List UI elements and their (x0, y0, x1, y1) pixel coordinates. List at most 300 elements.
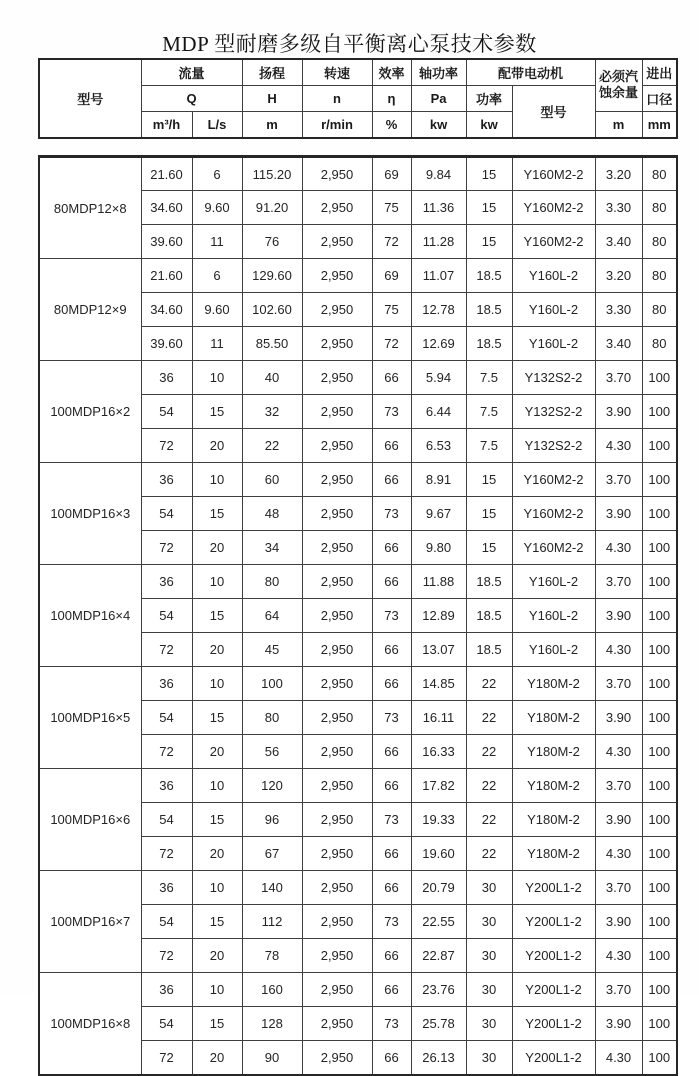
cell-motor-power-kw: 30 (466, 939, 512, 973)
cell-port-diameter-mm: 100 (642, 429, 677, 463)
cell-speed-rpm: 2,950 (302, 497, 372, 531)
cell-shaft-power-kw: 8.91 (411, 463, 466, 497)
cell-motor-power-kw: 15 (466, 157, 512, 191)
cell-efficiency-pct: 73 (372, 905, 411, 939)
cell-head-m: 67 (242, 837, 302, 871)
cell-motor-model: Y200L1-2 (512, 939, 595, 973)
cell-port-diameter-mm: 100 (642, 973, 677, 1007)
cell-flow-m3h: 34.60 (141, 293, 192, 327)
cell-motor-model: Y200L1-2 (512, 1041, 595, 1075)
cell-head-m: 112 (242, 905, 302, 939)
cell-flow-ls: 10 (192, 667, 242, 701)
cell-speed-rpm: 2,950 (302, 633, 372, 667)
cell-efficiency-pct: 66 (372, 973, 411, 1007)
cell-port-diameter-mm: 80 (642, 293, 677, 327)
cell-speed-rpm: 2,950 (302, 973, 372, 1007)
cell-npsh-m: 3.20 (595, 157, 642, 191)
cell-speed-rpm: 2,950 (302, 565, 372, 599)
cell-speed-rpm: 2,950 (302, 837, 372, 871)
cell-flow-m3h: 72 (141, 633, 192, 667)
cell-flow-m3h: 72 (141, 837, 192, 871)
cell-npsh-m: 3.90 (595, 701, 642, 735)
cell-port-diameter-mm: 100 (642, 395, 677, 429)
cell-flow-m3h: 54 (141, 701, 192, 735)
cell-efficiency-pct: 73 (372, 803, 411, 837)
cell-motor-power-kw: 15 (466, 225, 512, 259)
cell-efficiency-pct: 66 (372, 939, 411, 973)
cell-shaft-power-kw: 17.82 (411, 769, 466, 803)
cell-flow-m3h: 36 (141, 973, 192, 1007)
cell-shaft-power-kw: 20.79 (411, 871, 466, 905)
header-row-labels (39, 59, 677, 85)
cell-efficiency-pct: 73 (372, 599, 411, 633)
cell-npsh-m: 4.30 (595, 735, 642, 769)
cell-motor-model: Y132S2-2 (512, 429, 595, 463)
cell-efficiency-pct: 75 (372, 191, 411, 225)
header-npsh-line2: 蚀余量 (599, 85, 639, 101)
table-row (39, 667, 677, 701)
cell-head-m: 115.20 (242, 157, 302, 191)
cell-motor-model: Y160L-2 (512, 633, 595, 667)
cell-head-m: 96 (242, 803, 302, 837)
cell-head-m: 90 (242, 1041, 302, 1075)
cell-npsh-m: 4.30 (595, 939, 642, 973)
cell-shaft-power-kw: 11.07 (411, 259, 466, 293)
cell-shaft-power-kw: 23.76 (411, 973, 466, 1007)
cell-flow-ls: 20 (192, 735, 242, 769)
cell-speed-rpm: 2,950 (302, 293, 372, 327)
table-row (39, 871, 677, 905)
cell-motor-model: Y180M-2 (512, 667, 595, 701)
cell-flow-m3h: 21.60 (141, 259, 192, 293)
cell-port-diameter-mm: 100 (642, 939, 677, 973)
cell-flow-m3h: 72 (141, 939, 192, 973)
header-table (38, 58, 678, 139)
cell-port-diameter-mm: 100 (642, 1007, 677, 1041)
header-port-unit: mm (642, 111, 677, 138)
cell-head-m: 48 (242, 497, 302, 531)
cell-port-diameter-mm: 80 (642, 327, 677, 361)
cell-motor-model: Y200L1-2 (512, 973, 595, 1007)
cell-speed-rpm: 2,950 (302, 327, 372, 361)
cell-npsh-m: 3.70 (595, 973, 642, 1007)
cell-speed-rpm: 2,950 (302, 225, 372, 259)
header-head-label: 扬程 (242, 59, 302, 85)
cell-speed-rpm: 2,950 (302, 769, 372, 803)
cell-shaft-power-kw: 14.85 (411, 667, 466, 701)
cell-efficiency-pct: 69 (372, 259, 411, 293)
cell-flow-m3h: 72 (141, 735, 192, 769)
cell-motor-model: Y160M2-2 (512, 157, 595, 191)
cell-efficiency-pct: 66 (372, 1041, 411, 1075)
cell-motor-power-kw: 15 (466, 497, 512, 531)
cell-port-diameter-mm: 80 (642, 157, 677, 191)
cell-head-m: 40 (242, 361, 302, 395)
cell-motor-power-kw: 30 (466, 1041, 512, 1075)
cell-motor-power-kw: 22 (466, 803, 512, 837)
cell-head-m: 100 (242, 667, 302, 701)
pump-model-cell: 80MDP12×8 (39, 157, 141, 259)
cell-efficiency-pct: 66 (372, 769, 411, 803)
cell-efficiency-pct: 66 (372, 531, 411, 565)
cell-head-m: 160 (242, 973, 302, 1007)
cell-flow-m3h: 36 (141, 361, 192, 395)
cell-port-diameter-mm: 100 (642, 1041, 677, 1075)
cell-motor-model: Y180M-2 (512, 769, 595, 803)
cell-shaft-power-kw: 12.78 (411, 293, 466, 327)
cell-head-m: 129.60 (242, 259, 302, 293)
cell-motor-model: Y160L-2 (512, 565, 595, 599)
cell-speed-rpm: 2,950 (302, 191, 372, 225)
cell-shaft-power-kw: 12.69 (411, 327, 466, 361)
cell-flow-ls: 15 (192, 497, 242, 531)
cell-flow-ls: 20 (192, 837, 242, 871)
cell-motor-model: Y132S2-2 (512, 395, 595, 429)
cell-efficiency-pct: 69 (372, 157, 411, 191)
cell-flow-m3h: 54 (141, 497, 192, 531)
cell-shaft-power-kw: 11.36 (411, 191, 466, 225)
cell-port-diameter-mm: 100 (642, 803, 677, 837)
cell-flow-ls: 6 (192, 157, 242, 191)
cell-head-m: 56 (242, 735, 302, 769)
cell-motor-model: Y160M2-2 (512, 191, 595, 225)
cell-efficiency-pct: 72 (372, 225, 411, 259)
header-speed-symbol: n (302, 85, 372, 111)
header-shaft-power-symbol: Pa (411, 85, 466, 111)
cell-efficiency-pct: 73 (372, 701, 411, 735)
cell-npsh-m: 3.30 (595, 191, 642, 225)
header-shaft-power-label: 轴功率 (411, 59, 466, 85)
header-head-symbol: H (242, 85, 302, 111)
cell-npsh-m: 4.30 (595, 633, 642, 667)
cell-efficiency-pct: 66 (372, 565, 411, 599)
header-motor-power-unit: kw (466, 111, 512, 138)
cell-shaft-power-kw: 16.33 (411, 735, 466, 769)
cell-flow-ls: 9.60 (192, 191, 242, 225)
cell-shaft-power-kw: 12.89 (411, 599, 466, 633)
cell-motor-power-kw: 7.5 (466, 395, 512, 429)
cell-efficiency-pct: 66 (372, 837, 411, 871)
header-motor-power-label: 功率 (466, 85, 512, 111)
header-pump-model-label: 型号 (39, 59, 141, 138)
cell-motor-model: Y160M2-2 (512, 225, 595, 259)
cell-efficiency-pct: 66 (372, 667, 411, 701)
cell-head-m: 32 (242, 395, 302, 429)
cell-flow-ls: 15 (192, 395, 242, 429)
cell-motor-model: Y160L-2 (512, 327, 595, 361)
cell-flow-ls: 15 (192, 701, 242, 735)
cell-flow-ls: 20 (192, 531, 242, 565)
page-title: MDP 型耐磨多级自平衡离心泵技术参数 (162, 32, 537, 56)
cell-head-m: 80 (242, 701, 302, 735)
cell-flow-ls: 10 (192, 769, 242, 803)
cell-motor-power-kw: 22 (466, 701, 512, 735)
cell-motor-model: Y180M-2 (512, 837, 595, 871)
cell-shaft-power-kw: 9.67 (411, 497, 466, 531)
cell-motor-model: Y160M2-2 (512, 531, 595, 565)
cell-motor-power-kw: 18.5 (466, 599, 512, 633)
cell-motor-power-kw: 30 (466, 905, 512, 939)
cell-motor-model: Y160L-2 (512, 293, 595, 327)
table-row (39, 769, 677, 803)
table-row (39, 361, 677, 395)
cell-flow-m3h: 21.60 (141, 157, 192, 191)
pump-model-cell: 80MDP12×9 (39, 259, 141, 361)
cell-efficiency-pct: 72 (372, 327, 411, 361)
cell-shaft-power-kw: 19.60 (411, 837, 466, 871)
cell-motor-power-kw: 30 (466, 871, 512, 905)
cell-npsh-m: 4.30 (595, 837, 642, 871)
cell-port-diameter-mm: 100 (642, 633, 677, 667)
cell-motor-power-kw: 22 (466, 769, 512, 803)
cell-flow-ls: 20 (192, 429, 242, 463)
cell-flow-m3h: 36 (141, 871, 192, 905)
cell-flow-m3h: 39.60 (141, 327, 192, 361)
cell-speed-rpm: 2,950 (302, 871, 372, 905)
cell-efficiency-pct: 75 (372, 293, 411, 327)
cell-motor-model: Y160L-2 (512, 599, 595, 633)
cell-motor-model: Y132S2-2 (512, 361, 595, 395)
cell-speed-rpm: 2,950 (302, 905, 372, 939)
cell-motor-power-kw: 18.5 (466, 633, 512, 667)
cell-motor-power-kw: 15 (466, 531, 512, 565)
cell-flow-ls: 6 (192, 259, 242, 293)
cell-motor-power-kw: 30 (466, 973, 512, 1007)
cell-flow-ls: 20 (192, 633, 242, 667)
cell-npsh-m: 3.90 (595, 599, 642, 633)
cell-flow-m3h: 72 (141, 1041, 192, 1075)
cell-speed-rpm: 2,950 (302, 157, 372, 191)
header-efficiency-symbol: η (372, 85, 411, 111)
cell-shaft-power-kw: 11.88 (411, 565, 466, 599)
header-shaft-power-unit: kw (411, 111, 466, 138)
data-table-body (39, 157, 677, 1075)
header-flow-label: 流量 (141, 59, 242, 85)
cell-shaft-power-kw: 13.07 (411, 633, 466, 667)
cell-head-m: 140 (242, 871, 302, 905)
cell-speed-rpm: 2,950 (302, 667, 372, 701)
cell-shaft-power-kw: 16.11 (411, 701, 466, 735)
header-efficiency-label: 效率 (372, 59, 411, 85)
header-npsh-line1: 必须汽 (599, 69, 639, 85)
cell-flow-ls: 11 (192, 225, 242, 259)
cell-shaft-power-kw: 19.33 (411, 803, 466, 837)
header-port-label-line2: 口径 (642, 85, 677, 111)
cell-flow-m3h: 36 (141, 565, 192, 599)
cell-speed-rpm: 2,950 (302, 361, 372, 395)
cell-port-diameter-mm: 100 (642, 905, 677, 939)
cell-motor-model: Y180M-2 (512, 735, 595, 769)
cell-speed-rpm: 2,950 (302, 939, 372, 973)
pump-model-cell: 100MDP16×3 (39, 463, 141, 565)
header-efficiency-unit: % (372, 111, 411, 138)
cell-npsh-m: 3.90 (595, 803, 642, 837)
cell-motor-model: Y160L-2 (512, 259, 595, 293)
cell-flow-ls: 10 (192, 871, 242, 905)
cell-npsh-m: 3.40 (595, 327, 642, 361)
cell-efficiency-pct: 73 (372, 1007, 411, 1041)
cell-port-diameter-mm: 100 (642, 599, 677, 633)
cell-motor-power-kw: 18.5 (466, 327, 512, 361)
cell-head-m: 22 (242, 429, 302, 463)
cell-motor-power-kw: 30 (466, 1007, 512, 1041)
cell-port-diameter-mm: 100 (642, 701, 677, 735)
cell-head-m: 80 (242, 565, 302, 599)
cell-speed-rpm: 2,950 (302, 463, 372, 497)
cell-shaft-power-kw: 6.44 (411, 395, 466, 429)
cell-flow-m3h: 39.60 (141, 225, 192, 259)
cell-npsh-m: 3.90 (595, 905, 642, 939)
cell-npsh-m: 3.70 (595, 871, 642, 905)
cell-port-diameter-mm: 100 (642, 837, 677, 871)
cell-port-diameter-mm: 100 (642, 361, 677, 395)
cell-shaft-power-kw: 22.55 (411, 905, 466, 939)
cell-efficiency-pct: 66 (372, 361, 411, 395)
cell-flow-ls: 15 (192, 803, 242, 837)
cell-npsh-m: 3.90 (595, 395, 642, 429)
cell-motor-power-kw: 22 (466, 837, 512, 871)
cell-motor-model: Y200L1-2 (512, 905, 595, 939)
cell-flow-ls: 10 (192, 565, 242, 599)
cell-efficiency-pct: 66 (372, 871, 411, 905)
cell-motor-power-kw: 7.5 (466, 429, 512, 463)
header-speed-label: 转速 (302, 59, 372, 85)
cell-flow-m3h: 54 (141, 1007, 192, 1041)
cell-head-m: 34 (242, 531, 302, 565)
cell-port-diameter-mm: 100 (642, 497, 677, 531)
cell-flow-ls: 11 (192, 327, 242, 361)
cell-npsh-m: 3.90 (595, 1007, 642, 1041)
cell-speed-rpm: 2,950 (302, 735, 372, 769)
cell-speed-rpm: 2,950 (302, 395, 372, 429)
cell-motor-model: Y200L1-2 (512, 1007, 595, 1041)
cell-port-diameter-mm: 100 (642, 667, 677, 701)
cell-speed-rpm: 2,950 (302, 1041, 372, 1075)
cell-speed-rpm: 2,950 (302, 1007, 372, 1041)
cell-npsh-m: 4.30 (595, 1041, 642, 1075)
cell-flow-m3h: 54 (141, 905, 192, 939)
cell-npsh-m: 3.70 (595, 667, 642, 701)
cell-flow-m3h: 54 (141, 599, 192, 633)
cell-flow-ls: 10 (192, 463, 242, 497)
cell-port-diameter-mm: 100 (642, 735, 677, 769)
cell-flow-m3h: 72 (141, 429, 192, 463)
cell-port-diameter-mm: 80 (642, 225, 677, 259)
cell-flow-ls: 10 (192, 973, 242, 1007)
cell-port-diameter-mm: 80 (642, 191, 677, 225)
cell-flow-m3h: 36 (141, 769, 192, 803)
pump-model-cell: 100MDP16×7 (39, 871, 141, 973)
cell-efficiency-pct: 66 (372, 633, 411, 667)
table-row (39, 565, 677, 599)
cell-npsh-m: 3.70 (595, 463, 642, 497)
pump-model-cell: 100MDP16×8 (39, 973, 141, 1075)
header-motor-label: 配带电动机 (466, 59, 595, 85)
pump-model-cell: 100MDP16×2 (39, 361, 141, 463)
cell-flow-ls: 20 (192, 939, 242, 973)
cell-speed-rpm: 2,950 (302, 599, 372, 633)
cell-flow-ls: 15 (192, 905, 242, 939)
cell-efficiency-pct: 73 (372, 497, 411, 531)
cell-motor-power-kw: 7.5 (466, 361, 512, 395)
cell-motor-model: Y160M2-2 (512, 463, 595, 497)
header-flow-unit-m3h: m³/h (141, 111, 192, 138)
cell-flow-ls: 9.60 (192, 293, 242, 327)
pump-model-cell: 100MDP16×4 (39, 565, 141, 667)
cell-shaft-power-kw: 26.13 (411, 1041, 466, 1075)
cell-shaft-power-kw: 9.84 (411, 157, 466, 191)
cell-head-m: 91.20 (242, 191, 302, 225)
cell-motor-model: Y200L1-2 (512, 871, 595, 905)
cell-motor-model: Y180M-2 (512, 701, 595, 735)
cell-shaft-power-kw: 11.28 (411, 225, 466, 259)
cell-flow-m3h: 36 (141, 667, 192, 701)
cell-flow-m3h: 72 (141, 531, 192, 565)
cell-shaft-power-kw: 25.78 (411, 1007, 466, 1041)
cell-motor-power-kw: 18.5 (466, 293, 512, 327)
cell-motor-power-kw: 15 (466, 463, 512, 497)
cell-speed-rpm: 2,950 (302, 259, 372, 293)
cell-head-m: 120 (242, 769, 302, 803)
data-table (38, 155, 678, 1076)
cell-npsh-m: 3.20 (595, 259, 642, 293)
cell-speed-rpm: 2,950 (302, 803, 372, 837)
table-row (39, 157, 677, 191)
header-speed-unit: r/min (302, 111, 372, 138)
header-port-label-line1: 进出 (642, 59, 677, 85)
cell-npsh-m: 4.30 (595, 429, 642, 463)
cell-head-m: 78 (242, 939, 302, 973)
pump-model-cell: 100MDP16×6 (39, 769, 141, 871)
pump-model-cell: 100MDP16×5 (39, 667, 141, 769)
table-row (39, 259, 677, 293)
cell-npsh-m: 3.70 (595, 361, 642, 395)
cell-speed-rpm: 2,950 (302, 429, 372, 463)
cell-motor-power-kw: 18.5 (466, 259, 512, 293)
cell-flow-m3h: 34.60 (141, 191, 192, 225)
cell-flow-m3h: 36 (141, 463, 192, 497)
cell-flow-ls: 10 (192, 361, 242, 395)
table-row (39, 973, 677, 1007)
cell-npsh-m: 4.30 (595, 531, 642, 565)
cell-efficiency-pct: 66 (372, 429, 411, 463)
cell-flow-m3h: 54 (141, 395, 192, 429)
cell-flow-ls: 15 (192, 599, 242, 633)
header-head-unit: m (242, 111, 302, 138)
cell-speed-rpm: 2,950 (302, 701, 372, 735)
cell-head-m: 128 (242, 1007, 302, 1041)
cell-shaft-power-kw: 5.94 (411, 361, 466, 395)
cell-motor-power-kw: 22 (466, 667, 512, 701)
cell-motor-model: Y160M2-2 (512, 497, 595, 531)
cell-motor-power-kw: 22 (466, 735, 512, 769)
header-flow-unit-ls: L/s (192, 111, 242, 138)
table-row (39, 463, 677, 497)
cell-port-diameter-mm: 100 (642, 463, 677, 497)
header-flow-symbol: Q (141, 85, 242, 111)
cell-motor-model: Y180M-2 (512, 803, 595, 837)
header-npsh-label (595, 59, 642, 111)
cell-npsh-m: 3.70 (595, 565, 642, 599)
cell-port-diameter-mm: 100 (642, 565, 677, 599)
cell-flow-ls: 20 (192, 1041, 242, 1075)
cell-shaft-power-kw: 9.80 (411, 531, 466, 565)
cell-head-m: 45 (242, 633, 302, 667)
cell-npsh-m: 3.70 (595, 769, 642, 803)
cell-motor-power-kw: 18.5 (466, 565, 512, 599)
cell-shaft-power-kw: 22.87 (411, 939, 466, 973)
cell-efficiency-pct: 73 (372, 395, 411, 429)
